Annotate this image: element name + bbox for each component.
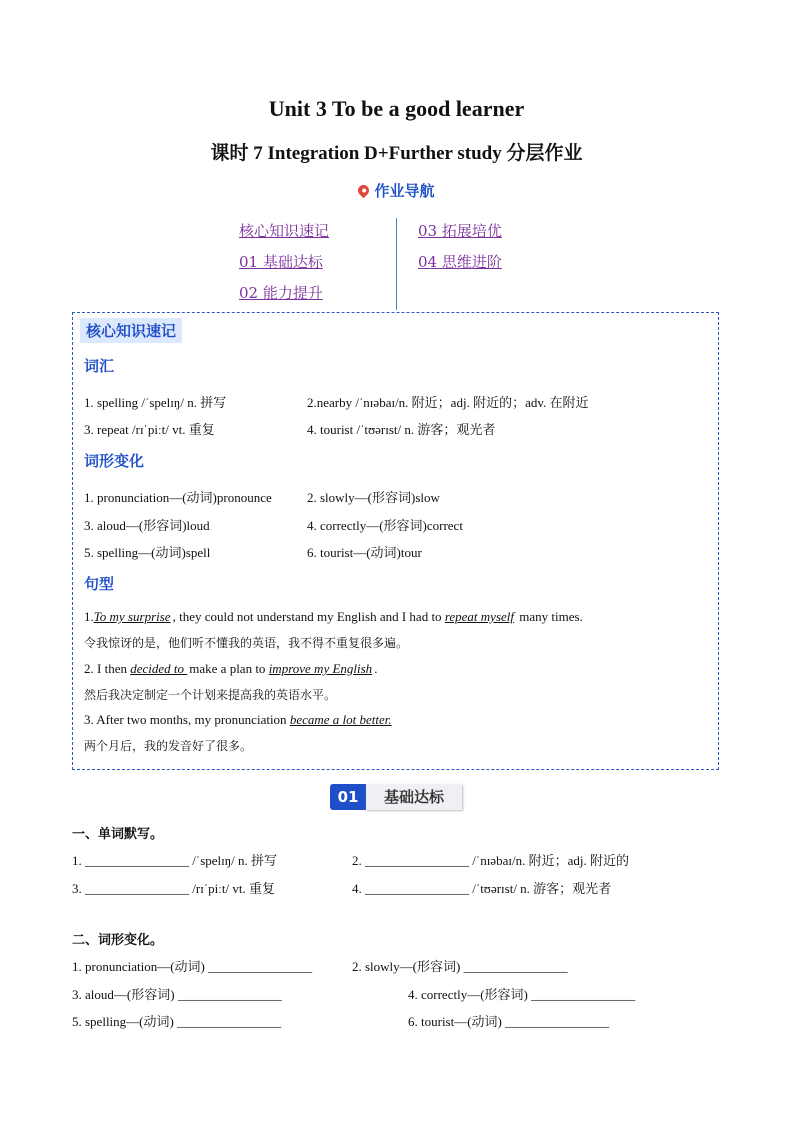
- sentence-text: 2. I then: [84, 661, 131, 676]
- page-subtitle: 课时 7 Integration D+Further study 分层作业: [210, 143, 583, 164]
- q2-item: 6. tourist—(动词) ________________: [408, 1014, 610, 1029]
- section-number: 01: [330, 784, 366, 810]
- nav-heading-label: 作业导航: [374, 182, 435, 200]
- question-1-heading: 一、单词默写。: [72, 827, 164, 842]
- q2-item: 2. slowly—(形容词) ________________: [352, 959, 568, 974]
- form-item: 3. aloud—(形容词)loud: [84, 518, 210, 533]
- q1-item: 1. ________________ /ˈspelɪŋ/ n. 拼写: [72, 853, 278, 868]
- sentence-text: make a plan to: [189, 661, 269, 676]
- q1-item: 4. ________________ /ˈtʊərɪst/ n. 游客；观光者: [352, 881, 612, 896]
- q1-item: 3. ________________ /rɪˈpiːt/ vt. 重复: [72, 881, 275, 896]
- q2-item: 1. pronunciation—(动词) ________________: [72, 959, 313, 974]
- vocab-item: 2.nearby /ˈnɪəbaɪ/n. 附近；adj. 附近的；adv. 在附近: [307, 395, 589, 410]
- form-item: 5. spelling—(动词)spell: [84, 545, 211, 560]
- vocab-heading: 词汇: [84, 357, 115, 375]
- sentence-2-translation: 然后我决定制定一个计划来提高我的英语水平。: [84, 688, 337, 702]
- form-item: 4. correctly—(形容词)correct: [307, 518, 463, 533]
- sentence-1-translation: 令我惊讶的是，他们听不懂我的英语，我不得不重复很多遍。: [84, 636, 409, 650]
- sentence-heading: 句型: [84, 575, 115, 593]
- sentence-text: , they could not understand my English and I had to: [172, 609, 445, 624]
- sentence-3: [84, 712, 394, 728]
- form-item: 6. tourist—(动词)tour: [307, 545, 422, 560]
- sentence-2: [84, 661, 377, 677]
- nav-link-02[interactable]: 02 能力提升: [239, 284, 323, 302]
- q2-item: 4. correctly—(形容词) ________________: [408, 987, 636, 1002]
- sentence-answer: To my surprise: [93, 609, 171, 624]
- nav-link-04[interactable]: 04 思维进阶: [418, 253, 502, 271]
- question-2-heading: 二、词形变化。: [72, 933, 164, 948]
- nav-divider: [396, 218, 397, 310]
- nav-link-01[interactable]: 01 基础达标: [239, 253, 323, 271]
- page-title: Unit 3 To be a good learner: [268, 96, 525, 121]
- vocab-item: 4. tourist /ˈtʊərɪst/ n. 游客；观光者: [307, 422, 496, 437]
- q1-item: 2. ________________ /ˈnɪəbaɪ/n. 附近；adj. 附近的: [352, 853, 629, 868]
- sentence-1: [84, 609, 583, 625]
- q2-item: 3. aloud—(形容词) ________________: [72, 987, 282, 1002]
- form-item: 1. pronunciation—(动词)pronounce: [84, 490, 272, 505]
- nav-heading: [0, 180, 793, 201]
- sentence-text: 3. After two months, my pronunciation: [84, 712, 290, 727]
- vocab-item: 1. spelling /ˈspelɪŋ/ n. 拼写: [84, 395, 227, 410]
- core-knowledge-tab: 核心知识速记: [80, 318, 182, 343]
- sentence-text: many times.: [516, 609, 583, 624]
- sentence-3-translation: 两个月后，我的发音好了很多。: [84, 739, 253, 753]
- location-pin-icon: [356, 183, 372, 199]
- form-item: 2. slowly—(形容词)slow: [307, 490, 440, 505]
- vocab-item: 3. repeat /rɪˈpiːt/ vt. 重复: [84, 422, 215, 437]
- q2-item: 5. spelling—(动词) ________________: [72, 1014, 282, 1029]
- forms-heading: 词形变化: [84, 452, 145, 470]
- sentence-text: 1.: [84, 609, 94, 624]
- nav-link-03[interactable]: 03 拓展培优: [418, 222, 502, 240]
- sentence-answer: improve my English: [268, 661, 373, 676]
- sentence-text: .: [374, 661, 378, 676]
- section-label: 基础达标: [366, 784, 462, 810]
- sentence-answer: decided to: [130, 661, 188, 676]
- nav-link-core[interactable]: 核心知识速记: [239, 222, 330, 240]
- sentence-answer: repeat myself: [444, 609, 515, 624]
- sentence-answer: became a lot better.: [289, 712, 392, 727]
